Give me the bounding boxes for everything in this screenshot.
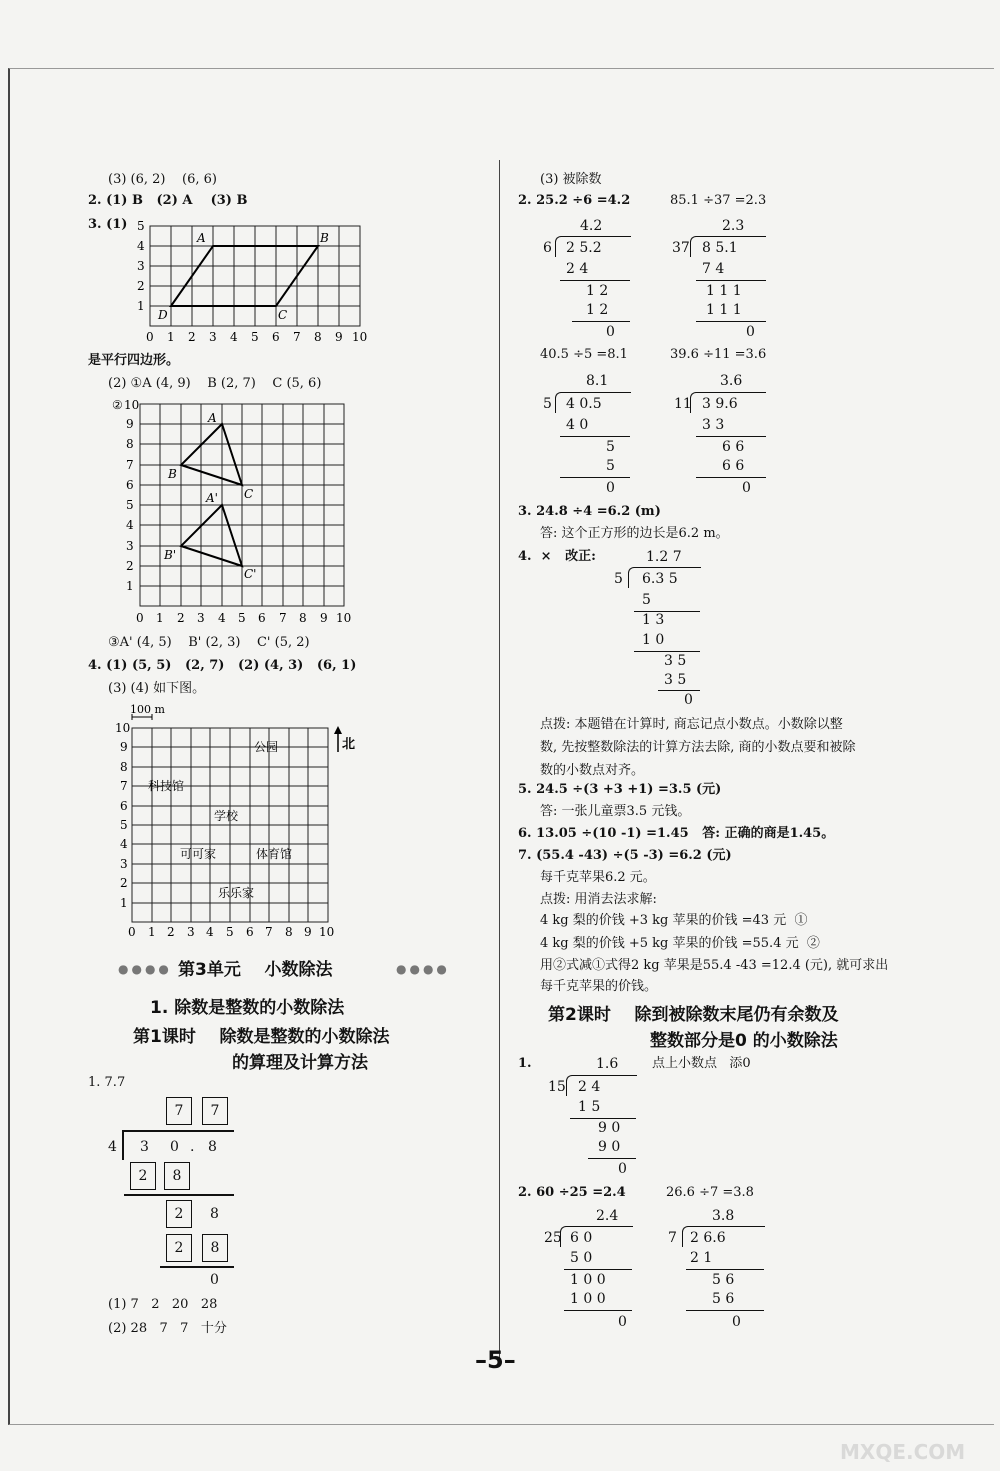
digit: 3 bbox=[140, 1139, 149, 1155]
text-line: 40.5 ÷5 =8.1 bbox=[540, 347, 628, 362]
digit-row: 5 6 bbox=[712, 1291, 735, 1307]
digit: 8 bbox=[210, 1206, 219, 1222]
x-tick: 1 bbox=[156, 611, 164, 625]
dividend: 3 9.6 bbox=[702, 396, 738, 412]
digit-row: 2 1 bbox=[690, 1250, 713, 1266]
text-line: 4. × 改正: bbox=[518, 549, 596, 564]
quotient: 2.4 bbox=[596, 1208, 619, 1224]
section-title: 1. 除数是整数的小数除法 bbox=[150, 998, 345, 1018]
text-line: 是平行四边形。 bbox=[88, 353, 180, 368]
y-tick: 2 bbox=[120, 876, 128, 890]
text-line: 7. (55.4 -43) ÷(5 -3) =6.2 (元) bbox=[518, 848, 732, 863]
divisor: 15 bbox=[548, 1079, 566, 1095]
y-tick: 7 bbox=[126, 458, 134, 472]
text-line: 39.6 ÷11 =3.6 bbox=[670, 347, 767, 362]
place-label: 体育馆 bbox=[256, 847, 293, 861]
x-tick: 8 bbox=[299, 611, 307, 625]
y-tick: 1 bbox=[126, 579, 134, 593]
text-line: 2. (1) B (2) A (3) B bbox=[88, 193, 248, 208]
divisor: 11 bbox=[674, 396, 692, 412]
answer-box: 8 bbox=[164, 1162, 190, 1190]
x-tick: 6 bbox=[272, 330, 280, 343]
text-line: 点上小数点 添0 bbox=[652, 1056, 751, 1071]
x-tick: 1 bbox=[167, 330, 175, 343]
text-line: 2. 60 ÷25 =2.4 bbox=[518, 1185, 626, 1200]
x-tick: 9 bbox=[304, 925, 312, 939]
divisor: 5 bbox=[614, 571, 623, 587]
y-tick: 2 bbox=[137, 279, 145, 293]
x-tick: 5 bbox=[238, 611, 246, 625]
y-tick: 5 bbox=[120, 818, 128, 832]
digit-row: 5 bbox=[606, 439, 615, 455]
digit-row: 1 1 1 bbox=[706, 302, 742, 318]
x-tick: 2 bbox=[188, 330, 196, 343]
digit-row: 6 6 bbox=[722, 458, 745, 474]
x-tick: 4 bbox=[206, 925, 214, 939]
x-tick: 8 bbox=[285, 925, 293, 939]
dividend: 2 6.6 bbox=[690, 1230, 726, 1246]
point-label: A bbox=[197, 231, 206, 245]
place-label: 科技馆 bbox=[148, 779, 185, 793]
y-tick: 4 bbox=[120, 837, 128, 851]
remainder: 0 bbox=[742, 480, 751, 496]
text-line: 答: 这个正方形的边长是6.2 m。 bbox=[540, 526, 729, 541]
text-line: 3. 24.8 ÷4 =6.2 (m) bbox=[518, 504, 661, 519]
point-label: A' bbox=[206, 491, 218, 505]
dots-right-icon: ●●●● bbox=[396, 962, 450, 976]
text-line: (2) ①A (4, 9) B (2, 7) C (5, 6) bbox=[108, 376, 322, 391]
text-line: 答: 一张儿童票3.5 元钱。 bbox=[540, 804, 691, 819]
x-tick: 6 bbox=[246, 925, 254, 939]
scale-label: 100 m bbox=[130, 703, 165, 716]
text-line: 85.1 ÷37 =2.3 bbox=[670, 193, 767, 208]
digit-row: 5 bbox=[606, 458, 615, 474]
text-line: 每千克苹果6.2 元。 bbox=[540, 870, 656, 885]
quotient: 3.6 bbox=[720, 373, 743, 389]
dividend: 6.3 5 bbox=[642, 571, 678, 587]
remainder: 0 bbox=[606, 324, 615, 340]
y-tick: 6 bbox=[126, 478, 134, 492]
x-tick: 10 bbox=[319, 925, 335, 939]
digit: 8 bbox=[208, 1139, 217, 1155]
place-label: 可可家 bbox=[180, 847, 217, 861]
remainder: 0 bbox=[746, 324, 755, 340]
place-label: 学校 bbox=[214, 809, 239, 823]
point-label: B bbox=[320, 231, 329, 245]
digit-row: 5 6 bbox=[712, 1272, 735, 1288]
divisor: 5 bbox=[543, 396, 552, 412]
remainder: 0 bbox=[732, 1314, 741, 1330]
point-label: B' bbox=[164, 548, 177, 562]
x-tick: 7 bbox=[279, 611, 287, 625]
y-tick: 5 bbox=[137, 219, 145, 233]
y-tick: 3 bbox=[126, 539, 134, 553]
text-line: 3. (1) bbox=[88, 217, 128, 232]
text-line: (3) 被除数 bbox=[540, 172, 602, 187]
dividend: 2 5.2 bbox=[566, 240, 602, 256]
text-line: (3) (6, 2) (6, 6) bbox=[108, 172, 217, 187]
y-tick: 4 bbox=[126, 518, 134, 532]
answer-box: 7 bbox=[202, 1097, 228, 1125]
x-tick: 3 bbox=[197, 611, 205, 625]
digit-row: 6 6 bbox=[722, 439, 745, 455]
answer-box: 2 bbox=[166, 1234, 192, 1262]
point-label: C bbox=[278, 308, 288, 322]
x-tick: 2 bbox=[177, 611, 185, 625]
lesson-title-cont: 的算理及计算方法 bbox=[232, 1053, 368, 1073]
digit-row: 3 5 bbox=[664, 672, 687, 688]
answer-box: 8 bbox=[202, 1234, 228, 1262]
column-divider bbox=[499, 160, 500, 1360]
text-line: 点拨: 本题错在计算时, 商忘记点小数点。小数除以整 bbox=[540, 717, 843, 732]
point-label: C' bbox=[244, 567, 257, 581]
digit-row: 3 3 bbox=[702, 417, 725, 433]
x-tick: 10 bbox=[352, 330, 368, 343]
text-line: (3) (4) 如下图。 bbox=[108, 681, 206, 696]
digit-row: 1 5 bbox=[578, 1099, 601, 1115]
remainder: 0 bbox=[606, 480, 615, 496]
coordinate-grid-3 bbox=[112, 700, 362, 940]
coordinate-grid-1 bbox=[130, 218, 370, 343]
y-tick: 10 bbox=[124, 398, 140, 412]
digit: . bbox=[190, 1139, 195, 1155]
text-line: 4. (1) (5, 5) (2, 7) (2) (4, 3) (6, 1) bbox=[88, 658, 357, 673]
quotient: 1.2 7 bbox=[646, 549, 682, 565]
text-line: ③A' (4, 5) B' (2, 3) C' (5, 2) bbox=[108, 635, 310, 650]
digit-row: 5 0 bbox=[570, 1250, 593, 1266]
y-tick: 6 bbox=[120, 799, 128, 813]
digit-row: 1 2 bbox=[586, 302, 609, 318]
answer-box: 2 bbox=[166, 1200, 192, 1228]
text-line: 每千克苹果的价钱。 bbox=[540, 979, 658, 994]
x-tick: 3 bbox=[187, 925, 195, 939]
y-tick: 7 bbox=[120, 779, 128, 793]
text-line: 数, 先按整数除法的计算方法去除, 商的小数点要和被除 bbox=[540, 740, 856, 755]
coordinate-grid-2 bbox=[112, 396, 362, 628]
y-tick: 3 bbox=[120, 857, 128, 871]
remainder: 0 bbox=[684, 692, 693, 708]
answer-box: 2 bbox=[130, 1162, 156, 1190]
page-number: –5– bbox=[475, 1346, 516, 1374]
x-tick: 1 bbox=[148, 925, 156, 939]
lesson-title: 第2课时 除到被除数末尾仍有余数及 bbox=[548, 1005, 839, 1025]
x-tick: 6 bbox=[258, 611, 266, 625]
divisor: 25 bbox=[544, 1230, 562, 1246]
text-line: 2. 25.2 ÷6 =4.2 bbox=[518, 193, 631, 208]
grid-prefix: ② bbox=[112, 398, 123, 412]
place-label: 公园 bbox=[254, 740, 279, 754]
y-tick: 9 bbox=[126, 417, 134, 431]
text-line: (1) 7 2 20 28 bbox=[108, 1297, 218, 1312]
answer-box: 7 bbox=[166, 1097, 192, 1125]
unit-title: 第3单元 小数除法 bbox=[178, 960, 333, 980]
lesson-title-cont: 整数部分是0 的小数除法 bbox=[650, 1031, 838, 1051]
digit-row: 1 3 bbox=[642, 612, 665, 628]
quotient: 2.3 bbox=[722, 218, 745, 234]
quotient: 1.6 bbox=[596, 1056, 619, 1072]
y-tick: 5 bbox=[126, 498, 134, 512]
text-line: 26.6 ÷7 =3.8 bbox=[666, 1185, 754, 1200]
x-tick: 9 bbox=[320, 611, 328, 625]
dividend: 6 0 bbox=[570, 1230, 593, 1246]
digit-row: 1 0 bbox=[642, 632, 665, 648]
north-label: 北 bbox=[342, 737, 356, 752]
x-tick: 2 bbox=[167, 925, 175, 939]
digit-row: 1 0 0 bbox=[570, 1272, 606, 1288]
x-tick: 0 bbox=[146, 330, 154, 343]
digit-row: 9 0 bbox=[598, 1139, 621, 1155]
place-label: 乐乐家 bbox=[218, 886, 255, 900]
quotient: 4.2 bbox=[580, 218, 603, 234]
y-tick: 10 bbox=[115, 721, 131, 735]
quotient: 8.1 bbox=[586, 373, 609, 389]
digit-row: 3 5 bbox=[664, 653, 687, 669]
y-tick: 3 bbox=[137, 259, 145, 273]
divisor: 6 bbox=[543, 240, 552, 256]
divisor: 37 bbox=[672, 240, 690, 256]
x-tick: 5 bbox=[251, 330, 259, 343]
digit: 0 bbox=[170, 1139, 179, 1155]
x-tick: 9 bbox=[335, 330, 343, 343]
y-tick: 4 bbox=[137, 239, 145, 253]
point-label: C bbox=[244, 487, 254, 501]
watermark: MXQE.COM bbox=[840, 1440, 966, 1464]
y-tick: 8 bbox=[126, 437, 134, 451]
y-tick: 9 bbox=[120, 740, 128, 754]
text-line: 点拨: 用消去法求解: bbox=[540, 892, 657, 907]
y-tick: 1 bbox=[120, 896, 128, 910]
digit-row: 1 2 bbox=[586, 283, 609, 299]
divisor: 4 bbox=[108, 1139, 117, 1155]
point-label: D bbox=[158, 308, 168, 322]
dots-left-icon: ●●●● bbox=[118, 962, 172, 976]
digit-row: 7 4 bbox=[702, 261, 725, 277]
text-line: 1. bbox=[518, 1056, 532, 1071]
digit-row: 5 bbox=[642, 592, 651, 608]
remainder: 0 bbox=[210, 1272, 219, 1288]
digit-row: 1 1 1 bbox=[706, 283, 742, 299]
x-tick: 7 bbox=[265, 925, 273, 939]
text-line: 5. 24.5 ÷(3 +3 +1) =3.5 (元) bbox=[518, 782, 722, 797]
digit-row: 9 0 bbox=[598, 1120, 621, 1136]
y-tick: 8 bbox=[120, 760, 128, 774]
x-tick: 4 bbox=[230, 330, 238, 343]
y-tick: 1 bbox=[137, 299, 145, 313]
x-tick: 3 bbox=[209, 330, 217, 343]
dividend: 8 5.1 bbox=[702, 240, 738, 256]
dividend: 2 4 bbox=[578, 1079, 601, 1095]
text-line: (2) 28 7 7 十分 bbox=[108, 1321, 227, 1336]
x-tick: 0 bbox=[128, 925, 136, 939]
x-tick: 7 bbox=[293, 330, 301, 343]
remainder: 0 bbox=[618, 1314, 627, 1330]
quotient: 3.8 bbox=[712, 1208, 735, 1224]
text-line: 4 kg 梨的价钱 +5 kg 苹果的价钱 =55.4 元 ② bbox=[540, 936, 820, 951]
digit-row: 1 0 0 bbox=[570, 1291, 606, 1307]
x-tick: 8 bbox=[314, 330, 322, 343]
divisor: 7 bbox=[668, 1230, 677, 1246]
lesson-title: 第1课时 除数是整数的小数除法 bbox=[133, 1027, 390, 1047]
text-line: 用②式减①式得2 kg 苹果是55.4 -43 =12.4 (元), 就可求出 bbox=[540, 958, 889, 973]
x-tick: 5 bbox=[226, 925, 234, 939]
point-label: A bbox=[208, 411, 217, 425]
text-line: 数的小数点对齐。 bbox=[540, 763, 645, 778]
x-tick: 0 bbox=[136, 611, 144, 625]
y-tick: 2 bbox=[126, 559, 134, 573]
text-line: 4 kg 梨的价钱 +3 kg 苹果的价钱 =43 元 ① bbox=[540, 913, 808, 928]
dividend: 4 0.5 bbox=[566, 396, 602, 412]
remainder: 0 bbox=[618, 1161, 627, 1177]
digit-row: 2 4 bbox=[566, 261, 589, 277]
text-line: 6. 13.05 ÷(10 -1) =1.45 答: 正确的商是1.45。 bbox=[518, 826, 835, 841]
x-tick: 10 bbox=[336, 611, 352, 625]
text-line: 1. 7.7 bbox=[88, 1075, 126, 1090]
digit-row: 4 0 bbox=[566, 417, 589, 433]
point-label: B bbox=[168, 467, 177, 481]
x-tick: 4 bbox=[218, 611, 226, 625]
